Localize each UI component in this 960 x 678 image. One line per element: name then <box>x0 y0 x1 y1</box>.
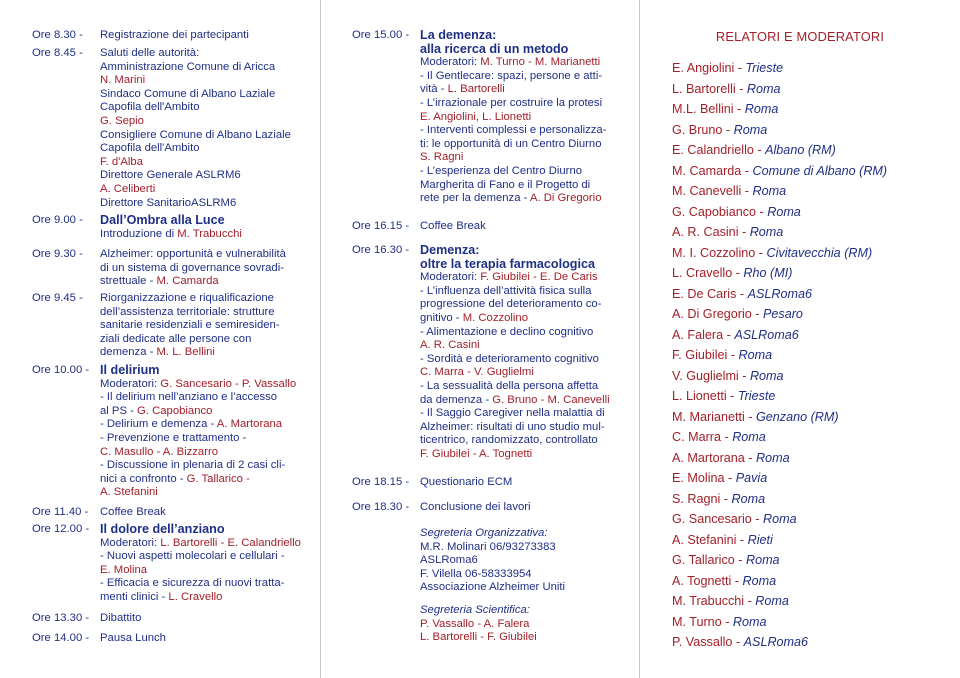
talk-title: - L’esperienza del Centro Diurno <box>420 164 583 177</box>
separator: - <box>735 81 747 96</box>
session-title: Dall’Ombra alla Luce <box>100 213 225 227</box>
separator: - <box>753 143 766 157</box>
separator: - <box>738 368 750 383</box>
speaker-name: M. Camarda <box>672 163 742 178</box>
speaker-affiliation: Civitavecchia (RM) <box>766 245 873 260</box>
separator: - <box>726 389 738 403</box>
separator: - <box>736 286 748 301</box>
separator: - <box>720 491 732 506</box>
speaker-affiliation: Pesaro <box>763 307 803 321</box>
session-title: Conclusione dei lavori <box>420 501 531 513</box>
speaker-affiliation: Roma <box>744 102 779 116</box>
speaker-name: A. Di Gregorio <box>529 192 602 205</box>
speaker-name: G. Sepio <box>100 114 144 127</box>
time-label: Ore 10.00 - <box>32 364 90 376</box>
separator: - <box>732 635 744 649</box>
time-label: Ore 16.30 - <box>352 244 410 256</box>
speaker-name: F. Giubilei <box>672 348 728 362</box>
speaker-name: F. Giubilei - E. De Caris <box>480 271 598 284</box>
speaker-entry <box>672 615 767 629</box>
speakers-heading: RELATORI E MODERATORI <box>715 29 885 44</box>
speaker-name: G. Bruno <box>672 122 723 137</box>
speaker-entry <box>672 635 808 649</box>
speaker-affiliation: ASLRoma6 <box>747 286 812 301</box>
speaker-entry <box>672 287 812 301</box>
speaker-name: G. Sancesario <box>672 512 752 526</box>
separator: - <box>722 122 734 137</box>
speaker-affiliation: Roma <box>732 430 766 444</box>
time-label: Ore 11.40 - <box>32 506 89 518</box>
speaker-affiliation: Roma <box>742 573 777 588</box>
speaker-name: A. R. Casini <box>672 225 739 239</box>
speaker-affiliation: Pavia <box>735 471 768 485</box>
text-line: Amministrazione Comune di Aricca <box>100 60 276 73</box>
time-label: Ore 12.00 - <box>32 523 90 535</box>
talk-title: - L’influenza dell’attività fisica sulla <box>420 284 592 297</box>
separator: - <box>724 471 736 485</box>
speaker-name: A. Di Gregorio <box>672 307 752 321</box>
talk-title: Margherita di Fano e il Progetto di <box>420 178 591 191</box>
speaker-name: M. Trabucchi <box>177 227 242 240</box>
session-title: Demenza: <box>420 243 480 257</box>
speaker-affiliation: Roma <box>749 368 784 383</box>
separator: - <box>721 614 733 629</box>
session-title: Coffee Break <box>100 506 166 518</box>
talk-title: rete per la demenza - <box>420 192 530 205</box>
speaker-affiliation: Trieste <box>745 61 784 75</box>
text-line: Introduzione di <box>100 227 178 240</box>
time-label: Ore 13.30 - <box>32 612 90 624</box>
speaker-affiliation: Roma <box>755 594 789 608</box>
speaker-entry <box>672 266 792 280</box>
speaker-name: C. Marra - V. Guglielmi <box>420 366 534 379</box>
speaker-name: M.L. Bellini <box>672 102 734 116</box>
speaker-entry <box>672 492 765 506</box>
speaker-name: E. Molina <box>100 563 148 576</box>
talk-title: ticentrico, randomizzato, controllato <box>420 434 598 447</box>
speaker-entry <box>672 348 772 362</box>
separator: - <box>744 450 756 465</box>
time-label: Ore 8.45 - <box>32 47 83 59</box>
speaker-affiliation: Rho (MI) <box>743 266 793 280</box>
speaker-name: M. L. Bellini <box>156 346 215 359</box>
speaker-affiliation: Roma <box>733 122 768 137</box>
speaker-name: V. Guglielmi <box>672 368 739 383</box>
program-afternoon-column <box>321 0 639 678</box>
speaker-entry <box>672 533 773 547</box>
speaker-entry <box>672 471 767 485</box>
speaker-name: E. Angiolini <box>672 61 735 75</box>
talk-title: - Prevenzione e trattamento - <box>100 431 247 444</box>
session-title: Dibattito <box>100 612 142 624</box>
speaker-name: A. Martorana <box>216 418 283 431</box>
speaker-entry <box>672 184 786 198</box>
separator: - <box>733 102 745 116</box>
speaker-affiliation: Comune di Albano (RM) <box>752 163 888 178</box>
talk-title: ziali dedicate alle persone con <box>100 332 252 345</box>
talk-title: - La sessualità della persona affetta <box>420 379 599 392</box>
talk-title: demenza - <box>100 346 157 359</box>
speaker-name: S. Ragni <box>420 151 464 164</box>
speaker-name: L. Bartorelli - F. Giubilei <box>420 631 537 644</box>
speaker-affiliation: Trieste <box>737 389 776 403</box>
contact-line: Associazione Alzheimer Uniti <box>420 581 566 594</box>
separator: - <box>756 204 768 219</box>
session-title: Coffee Break <box>420 220 486 232</box>
text-line: Capofila dell'Ambito <box>100 101 200 114</box>
speaker-affiliation: Rieti <box>747 532 773 547</box>
talk-title: sanitarie residenziali e semiresiden- <box>100 319 280 332</box>
talk-title: dell’assistenza territoriale: strutture <box>100 305 275 318</box>
separator: - <box>736 532 748 547</box>
talk-title: gnitivo - <box>420 311 463 324</box>
text-line: Consigliere Comune di Albano Laziale <box>100 128 291 141</box>
speaker-name: M. Canevelli <box>672 184 742 198</box>
talk-title: - Il Saggio Caregiver nella malattia di <box>420 407 605 420</box>
talk-title: - Nuovi aspetti molecolari e cellulari - <box>100 550 285 563</box>
session-title: Il delirium <box>100 363 160 377</box>
program-morning-column <box>0 0 320 678</box>
separator: - <box>738 225 750 239</box>
speaker-name: C. Masullo - A. Bizzarro <box>100 445 219 458</box>
speaker-name: P. Vassallo <box>672 635 733 649</box>
session-title: Registrazione dei partecipanti <box>100 29 249 41</box>
contact-line: F. Vilella 06-58333954 <box>420 567 532 580</box>
section-heading: Segreteria Scientifica: <box>420 604 530 616</box>
speaker-name: E. Calandriello <box>672 143 754 157</box>
speaker-name: L. Bartorelli <box>672 81 736 96</box>
text-line: Direttore Generale ASLRM6 <box>100 169 241 182</box>
separator: - <box>755 245 767 260</box>
moderators-label: Moderatori: <box>420 271 481 284</box>
time-label: Ore 15.00 - <box>352 29 410 41</box>
speaker-name: A. Falera <box>672 327 724 342</box>
talk-title: Alzheimer: risultati di uno studio mul- <box>420 420 605 433</box>
talk-title: - Discussione in plenaria di 2 casi cli- <box>100 459 286 472</box>
text-line: Direttore SanitarioASLRM6 <box>100 196 237 209</box>
talk-title: - L’irrazionale per costruire la protesi <box>420 96 603 109</box>
contact-line: ASLRoma6 <box>420 554 478 567</box>
speaker-entry <box>672 225 783 239</box>
speaker-entry <box>672 328 799 342</box>
speaker-affiliation: Roma <box>756 450 790 465</box>
talk-title: ti: le opportunità di un Centro Diurno <box>420 137 602 150</box>
separator: - <box>751 307 763 321</box>
speaker-name: G. Bruno - M. Canevelli <box>492 393 610 406</box>
talk-title: nici a confronto - <box>100 472 187 485</box>
talk-title: di un sistema di governance sovradi- <box>100 261 284 274</box>
speaker-entry <box>672 574 776 588</box>
time-label: Ore 16.15 - <box>352 220 410 232</box>
text-line: Capofila dell'Ambito <box>100 142 200 155</box>
speaker-name: M. Trabucchi <box>672 594 745 608</box>
separator: - <box>734 61 746 75</box>
separator: - <box>727 348 739 362</box>
speaker-name: L. Cravello <box>168 590 223 603</box>
speaker-name: F. Giubilei - A. Tognetti <box>420 447 533 460</box>
speaker-name: C. Marra <box>672 430 721 444</box>
text-line: Sindaco Comune di Albano Laziale <box>100 87 276 100</box>
session-title: La demenza: <box>420 28 497 42</box>
speaker-name: M. Turno - M. Marianetti <box>480 56 601 69</box>
talk-title: - Il Gentlecare: spazi, persone e atti- <box>420 69 603 82</box>
separator: - <box>734 553 746 567</box>
speaker-name: L. Cravello <box>672 266 733 280</box>
speaker-entry <box>672 123 767 137</box>
speaker-affiliation: ASLRoma6 <box>734 327 799 342</box>
speaker-affiliation: Roma <box>732 614 767 629</box>
speaker-affiliation: Roma <box>745 553 780 567</box>
separator: - <box>744 594 756 608</box>
talk-title: menti clinici - <box>100 590 169 603</box>
speaker-affiliation: ASLRoma6 <box>743 635 809 649</box>
speaker-affiliation: Genzano (RM) <box>756 409 839 424</box>
speaker-name: F. d'Alba <box>100 155 143 168</box>
speaker-name: M. Cozzolino <box>462 311 528 324</box>
speaker-affiliation: Roma <box>738 348 773 362</box>
speaker-entry <box>672 205 801 219</box>
session-title: oltre la terapia farmacologica <box>420 256 595 271</box>
speaker-entry <box>672 594 789 608</box>
speaker-entry <box>672 82 781 96</box>
speaker-entry <box>672 553 780 567</box>
speaker-name: M. Turno <box>672 614 722 629</box>
speaker-name: A. Stefanini <box>100 486 158 499</box>
speaker-name: A. Celiberti <box>100 182 156 195</box>
speaker-entry <box>672 307 803 321</box>
speaker-name: E. De Caris <box>672 286 737 301</box>
speaker-affiliation: Roma <box>731 491 766 506</box>
separator: - <box>741 184 753 198</box>
speaker-entry <box>672 512 797 526</box>
speaker-name: N. Marini <box>100 74 146 87</box>
speaker-name: S. Ragni <box>672 491 721 506</box>
moderators-label: Moderatori: <box>420 56 481 69</box>
time-label: Ore 9.45 - <box>32 292 83 304</box>
speaker-entry <box>672 102 778 116</box>
section-heading: Segreteria Organizzativa: <box>420 527 548 539</box>
speaker-name: G. Sancesario - P. Vassallo <box>160 377 297 390</box>
talk-title: Alzheimer: opportunità e vulnerabilità <box>100 248 286 260</box>
speaker-affiliation: Albano (RM) <box>765 143 836 157</box>
speaker-name: G. Capobianco <box>137 404 213 417</box>
speaker-name: A. Stefanini <box>672 532 737 547</box>
speaker-name: A. Tognetti <box>672 573 732 588</box>
separator: - <box>720 430 733 444</box>
speaker-name: M. I. Cozzolino <box>672 245 756 260</box>
speaker-entry <box>672 410 839 424</box>
separator: - <box>723 327 735 342</box>
separator: - <box>732 266 744 280</box>
talk-title: - Interventi complessi e personalizza- <box>420 124 607 137</box>
speaker-affiliation: Roma <box>746 81 781 96</box>
speakers-column <box>640 0 960 678</box>
speaker-entry <box>672 369 784 383</box>
speaker-entry <box>672 430 766 444</box>
time-label: Ore 9.30 - <box>32 248 83 260</box>
speaker-name: G. Capobianco <box>672 204 757 219</box>
talk-title: - Il delirium nell’anziano e l’accesso <box>100 391 278 404</box>
moderators-label: Moderatori: <box>100 377 161 390</box>
speaker-name: L. Bartorelli - E. Calandriello <box>160 536 301 549</box>
speaker-name: M. Marianetti <box>672 409 745 424</box>
talk-title: al PS - <box>100 404 138 417</box>
speaker-entry <box>672 451 790 465</box>
speaker-name: L. Bartorelli <box>447 83 505 96</box>
talk-title: vità - <box>420 83 448 96</box>
speaker-name: A. R. Casini <box>420 339 480 352</box>
time-label: Ore 9.00 - <box>32 214 83 226</box>
session-title: Il dolore dell’anziano <box>100 522 225 536</box>
time-label: Ore 8.30 - <box>32 29 83 41</box>
session-title: Pausa Lunch <box>100 632 166 644</box>
time-label: Ore 18.15 - <box>352 476 410 488</box>
speaker-entry <box>672 246 872 260</box>
speaker-affiliation: Roma <box>763 512 797 526</box>
speaker-affiliation: Roma <box>749 225 784 239</box>
contact-line: M.R. Molinari 06/93273383 <box>420 540 556 553</box>
speaker-affiliation: Roma <box>752 184 787 198</box>
separator: - <box>744 409 756 424</box>
speaker-name: M. Camarda <box>156 275 219 288</box>
speaker-name: L. Lionetti <box>672 389 727 403</box>
speaker-affiliation: Roma <box>767 204 801 219</box>
speaker-name: G. Tallarico - <box>186 472 250 485</box>
speaker-entry <box>672 61 783 75</box>
speaker-name: A. Martorana <box>672 450 745 465</box>
talk-title: progressione del deterioramento co- <box>420 298 602 311</box>
talk-title: - Alimentazione e declino cognitivo <box>420 325 594 338</box>
talk-title: strettuale - <box>100 275 157 288</box>
talk-title: da demenza - <box>420 393 493 406</box>
time-label: Ore 14.00 - <box>32 632 90 644</box>
session-title: alla ricerca di un metodo <box>420 41 569 56</box>
time-label: Ore 18.30 - <box>352 501 410 513</box>
speaker-entry <box>672 389 775 403</box>
speaker-entry <box>672 164 887 178</box>
talk-title: - Delirium e demenza - <box>100 418 217 431</box>
session-title: Saluti delle autorità: <box>100 47 200 59</box>
talk-title: - Efficacia e sicurezza di nuovi tratta- <box>100 577 285 590</box>
separator: - <box>741 163 753 178</box>
talk-title: - Sordità e deterioramento cognitivo <box>420 352 599 365</box>
separator: - <box>731 573 743 588</box>
talk-title: Riorganizzazione e riqualificazione <box>100 292 274 304</box>
speaker-name: P. Vassallo - A. Falera <box>420 617 530 630</box>
speaker-name: G. Tallarico <box>672 553 735 567</box>
moderators-label: Moderatori: <box>100 536 161 549</box>
speaker-name: E. Angiolini, L. Lionetti <box>420 110 532 123</box>
separator: - <box>751 512 764 526</box>
speaker-entry <box>672 143 836 157</box>
speaker-name: E. Molina <box>672 471 725 485</box>
session-title: Questionario ECM <box>420 476 513 488</box>
